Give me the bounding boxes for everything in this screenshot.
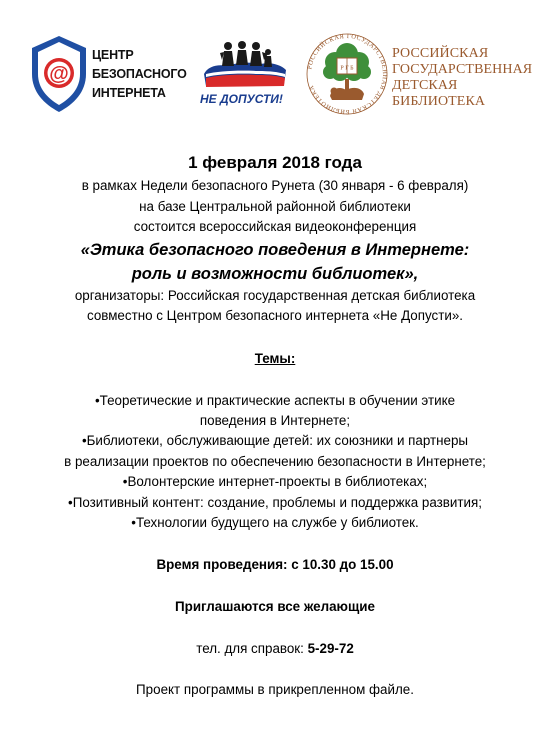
invitation: Приглашаются все желающие — [175, 599, 375, 614]
csi-line-1: ЦЕНТР — [92, 48, 134, 62]
phone-label: тел. для справок: — [196, 640, 308, 656]
topic-line: •Волонтерские интернет-проекты в библиотеках; — [122, 474, 428, 490]
intro-line-1: в рамках Недели безопасного Рунета (30 января - 6 февраля) — [81, 178, 469, 193]
event-time: Время проведения: с 10.30 до 15.00 — [156, 557, 394, 573]
topic-line: в реализации проектов по обеспечению безопасности в Интернете; — [64, 453, 486, 469]
topics-list — [0, 391, 550, 534]
topic-line: •Технологии будущего на службе у библиотек. — [131, 515, 419, 530]
intro-line-3: состоится всероссийская видеоконференция — [133, 219, 417, 235]
rgdb-line-2: ГОСУДАРСТВЕННАЯ — [392, 62, 533, 77]
ne-dopusti-logo — [198, 40, 290, 115]
svg-text:Р Г Б: Р Г Б — [340, 65, 354, 72]
event-date: 1 февраля 2018 года — [188, 153, 362, 172]
topic-line: •Библиотеки, обслуживающие детей: их союзники и партнеры — [81, 433, 469, 449]
announcement-body — [0, 152, 550, 701]
phone-number: 5-29-72 — [307, 640, 354, 656]
rgdb-logo — [304, 24, 544, 124]
rgdb-line-3: ДЕТСКАЯ — [392, 78, 458, 93]
intro-line-2: на базе Центральной районной библиотеки — [139, 198, 411, 214]
organizers-line-2: совместно с Центром безопасного интернета «Не Допусти». — [86, 308, 464, 324]
safe-internet-center-wordmark — [92, 46, 187, 103]
library-emblem-icon — [304, 24, 390, 124]
topic-line: •Теоретические и практические аспекты в обучении этике — [94, 392, 456, 408]
topic-line: поведения в Интернете; — [199, 412, 351, 428]
rgdb-line-4: БИБЛИОТЕКА — [392, 94, 486, 109]
logo-bar — [0, 0, 550, 125]
contact-phone — [0, 639, 550, 660]
program-note: Проект программы в прикрепленном файле. — [136, 682, 414, 698]
rgdb-line-1: РОССИЙСКАЯ — [392, 46, 489, 61]
safe-internet-center-logo — [28, 34, 188, 114]
csi-line-2: БЕЗОПАСНОГО — [92, 67, 187, 81]
topics-heading: Темы: — [254, 350, 296, 366]
conference-title-line-2: роль и возможности библиотек», — [131, 264, 419, 283]
rgdb-wordmark — [392, 46, 532, 110]
ne-dopusti-caption: НЕ ДОПУСТИ! — [200, 92, 283, 106]
topic-line: •Позитивный контент: создание, проблемы и поддержка развития; — [68, 494, 482, 510]
at-sign-icon: @ — [49, 63, 69, 85]
conference-title-line-1: «Этика безопасного поведения в Интернете: — [80, 240, 470, 259]
shield-icon — [28, 34, 90, 114]
organizers-line-1: организаторы: Российская государственная детская библиотека — [74, 287, 476, 303]
svg-text:РОССИЙСКАЯ ГОСУДАРСТВЕННАЯ ДЕТ: РОССИЙСКАЯ ГОСУДАРСТВЕННАЯ ДЕТСКАЯ БИБЛИОТЕКА — [306, 32, 389, 116]
people-map-icon — [198, 40, 290, 92]
csi-line-3: ИНТЕРНЕТА — [92, 86, 166, 100]
